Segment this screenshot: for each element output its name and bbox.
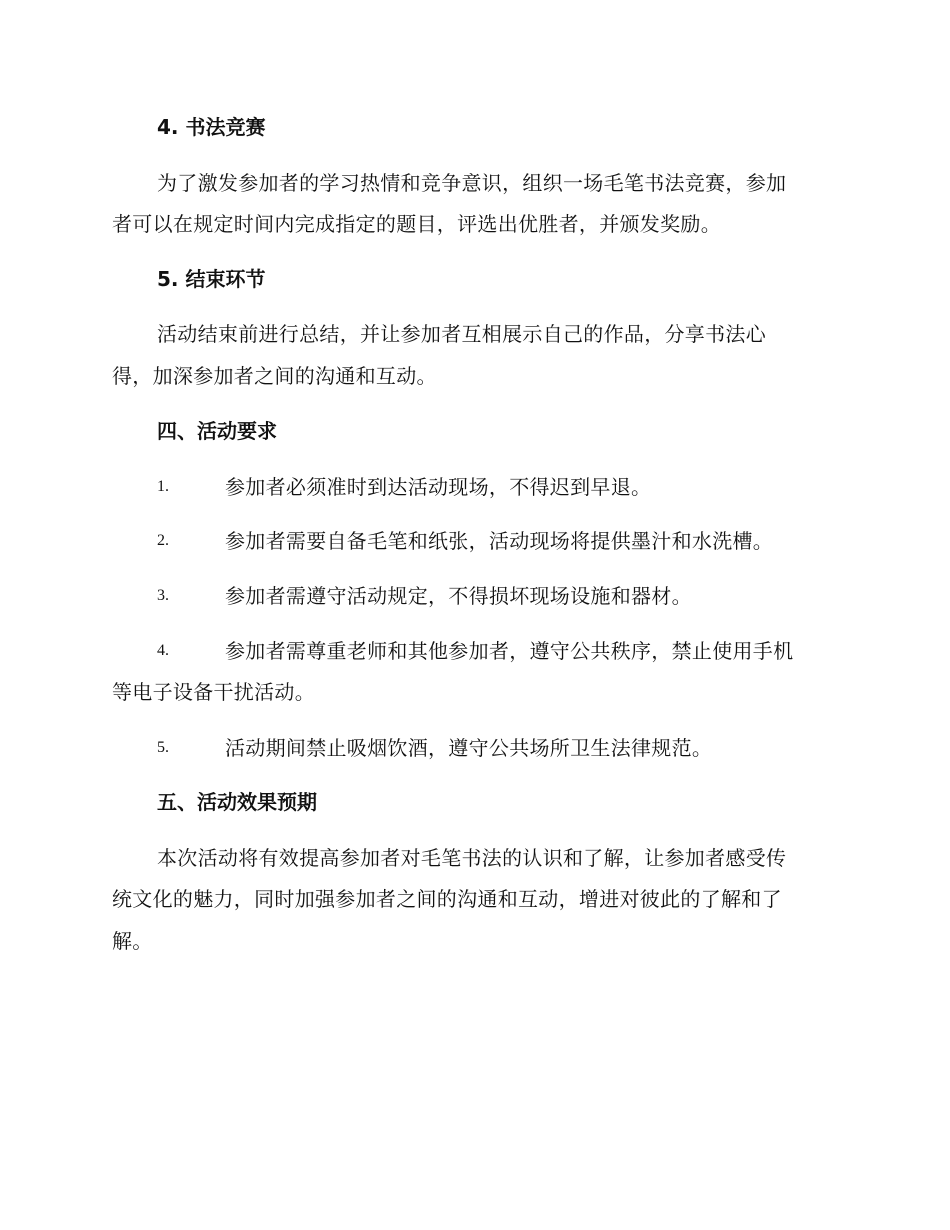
- requirement-text: 参加者需尊重老师和其他参加者，遵守公共秩序，禁止使用手机: [225, 639, 794, 663]
- section-heading-expected-effects: 五、活动效果预期: [157, 790, 317, 814]
- requirement-text-continuation: 等电子设备干扰活动。: [112, 680, 315, 704]
- requirement-number: 5.: [157, 739, 169, 756]
- requirement-text: 参加者需要自备毛笔和纸张，活动现场将提供墨汁和水洗槽。: [225, 529, 774, 553]
- paragraph-closing-line-2: 得，加深参加者之间的沟通和互动。: [112, 364, 437, 388]
- requirement-text: 活动期间禁止吸烟饮酒，遵守公共场所卫生法律规范。: [225, 736, 713, 760]
- paragraph-effects-line-1: 本次活动将有效提高参加者对毛笔书法的认识和了解，让参加者感受传: [157, 846, 787, 870]
- section-heading-competition: 4. 书法竞赛: [157, 115, 266, 139]
- requirement-text: 参加者需遵守活动规定，不得损坏现场设施和器材。: [225, 584, 692, 608]
- requirement-number: 2.: [157, 532, 169, 549]
- requirement-text: 参加者必须准时到达活动现场，不得迟到早退。: [225, 475, 652, 499]
- requirement-number: 3.: [157, 587, 169, 604]
- paragraph-effects-line-2: 统文化的魅力，同时加强参加者之间的沟通和互动，增进对彼此的了解和了: [112, 887, 782, 911]
- paragraph-competition-line-1: 为了激发参加者的学习热情和竞争意识，组织一场毛笔书法竞赛，参加: [157, 171, 787, 195]
- requirement-number: 1.: [157, 478, 169, 495]
- paragraph-effects-line-3: 解。: [112, 929, 153, 953]
- requirement-number: 4.: [157, 642, 169, 659]
- section-heading-requirements: 四、活动要求: [157, 419, 277, 443]
- paragraph-competition-line-2: 者可以在规定时间内完成指定的题目，评选出优胜者，并颁发奖励。: [112, 212, 721, 236]
- section-heading-closing: 5. 结束环节: [157, 267, 266, 291]
- paragraph-closing-line-1: 活动结束前进行总结，并让参加者互相展示自己的作品，分享书法心: [157, 322, 766, 346]
